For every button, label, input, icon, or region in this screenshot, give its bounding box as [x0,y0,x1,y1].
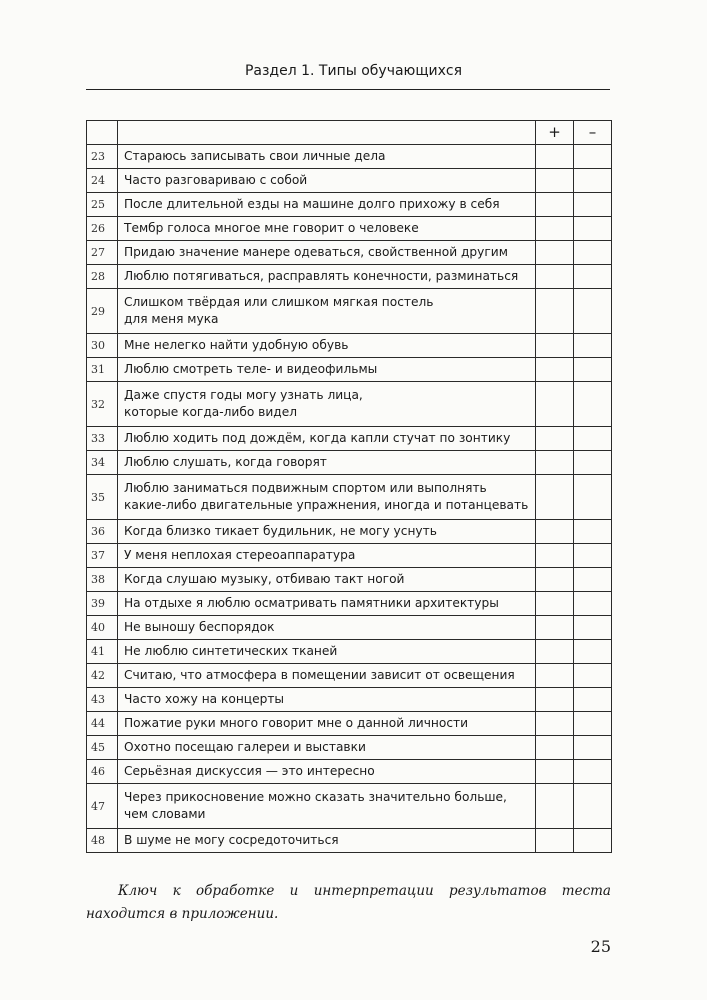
item-number: 29 [87,289,118,334]
item-number: 41 [87,640,118,664]
item-statement: Люблю ходить под дождём, когда капли стучат по зонтику [118,427,536,451]
answer-minus-cell[interactable] [574,829,612,853]
item-number: 35 [87,475,118,520]
answer-plus-cell[interactable] [536,760,574,784]
table-row [87,382,612,427]
answer-minus-cell[interactable] [574,592,612,616]
answer-plus-cell[interactable] [536,592,574,616]
item-number: 30 [87,334,118,358]
item-number: 32 [87,382,118,427]
answer-plus-cell[interactable] [536,829,574,853]
item-statement: Часто хожу на концерты [118,688,536,712]
answer-minus-cell[interactable] [574,217,612,241]
item-statement: Охотно посещаю галереи и выставки [118,736,536,760]
answer-minus-cell[interactable] [574,358,612,382]
table-row [87,544,612,568]
item-number: 27 [87,241,118,265]
item-statement: Тембр голоса многое мне говорит о человеке [118,217,536,241]
answer-plus-cell[interactable] [536,736,574,760]
item-number: 33 [87,427,118,451]
answer-minus-cell[interactable] [574,475,612,520]
table-row [87,760,612,784]
answer-minus-cell[interactable] [574,427,612,451]
item-statement: Через прикосновение можно сказать значительно больше, чем словами [118,784,536,829]
answer-plus-cell[interactable] [536,169,574,193]
answer-minus-cell[interactable] [574,289,612,334]
item-number: 45 [87,736,118,760]
table-row [87,568,612,592]
answer-plus-cell[interactable] [536,688,574,712]
table-row [87,145,612,169]
answer-minus-cell[interactable] [574,640,612,664]
answer-plus-cell[interactable] [536,784,574,829]
footnote: Ключ к обработке и интерпретации результатов теста находится в приложении. [86,883,611,922]
header-plus-cell: + [536,121,574,145]
table-row [87,829,612,853]
answer-minus-cell[interactable] [574,169,612,193]
item-number: 39 [87,592,118,616]
table-header-row [87,121,612,145]
item-statement: Люблю потягиваться, расправлять конечности, разминаться [118,265,536,289]
table-row [87,616,612,640]
item-number: 40 [87,616,118,640]
answer-plus-cell[interactable] [536,451,574,475]
item-statement: На отдыхе я люблю осматривать памятники архитектуры [118,592,536,616]
answer-minus-cell[interactable] [574,544,612,568]
item-statement: Мне нелегко найти удобную обувь [118,334,536,358]
answer-minus-cell[interactable] [574,520,612,544]
item-statement: Часто разговариваю с собой [118,169,536,193]
item-number: 37 [87,544,118,568]
table-row [87,520,612,544]
answer-minus-cell[interactable] [574,145,612,169]
answer-plus-cell[interactable] [536,334,574,358]
item-statement: Люблю заниматься подвижным спортом или выполнять какие-либо двигательные упражнения, иногда и потанцевать [118,475,536,520]
answer-minus-cell[interactable] [574,265,612,289]
answer-plus-cell[interactable] [536,544,574,568]
answer-plus-cell[interactable] [536,520,574,544]
questionnaire-table [86,120,612,853]
answer-plus-cell[interactable] [536,475,574,520]
answer-minus-cell[interactable] [574,784,612,829]
answer-minus-cell[interactable] [574,568,612,592]
table-row [87,289,612,334]
item-statement: В шуме не могу сосредоточиться [118,829,536,853]
item-statement: Стараюсь записывать свои личные дела [118,145,536,169]
answer-minus-cell[interactable] [574,193,612,217]
table-row [87,712,612,736]
table-row [87,688,612,712]
answer-plus-cell[interactable] [536,427,574,451]
table-row [87,193,612,217]
item-statement: Люблю смотреть теле- и видеофильмы [118,358,536,382]
item-statement: Не выношу беспорядок [118,616,536,640]
table-row [87,592,612,616]
table-row [87,358,612,382]
section-header: Раздел 1. Типы обучающихся [244,63,463,79]
answer-minus-cell[interactable] [574,688,612,712]
item-statement: Не люблю синтетических тканей [118,640,536,664]
item-number: 34 [87,451,118,475]
item-number: 36 [87,520,118,544]
table-row [87,265,612,289]
answer-plus-cell[interactable] [536,358,574,382]
table-row [87,640,612,664]
answer-plus-cell[interactable] [536,145,574,169]
item-number: 25 [87,193,118,217]
item-number: 28 [87,265,118,289]
item-statement: После длительной езды на машине долго прихожу в себя [118,193,536,217]
item-number: 43 [87,688,118,712]
table-row [87,475,612,520]
item-statement: Считаю, что атмосфера в помещении зависит от освещения [118,664,536,688]
answer-minus-cell[interactable] [574,712,612,736]
item-number: 38 [87,568,118,592]
header-minus-cell: – [574,121,612,145]
page-number: 25 [590,937,611,956]
answer-plus-cell[interactable] [536,664,574,688]
answer-minus-cell[interactable] [574,334,612,358]
table-row [87,241,612,265]
answer-plus-cell[interactable] [536,640,574,664]
item-number: 23 [87,145,118,169]
item-statement: Придаю значение манере одеваться, свойственной другим [118,241,536,265]
answer-plus-cell[interactable] [536,616,574,640]
table-row [87,169,612,193]
answer-minus-cell[interactable] [574,760,612,784]
answer-plus-cell[interactable] [536,289,574,334]
item-statement: Когда близко тикает будильник, не могу уснуть [118,520,536,544]
table-row [87,427,612,451]
item-statement: Пожатие руки много говорит мне о данной личности [118,712,536,736]
table-row [87,664,612,688]
header-statement-cell [118,121,536,145]
item-number: 42 [87,664,118,688]
header-divider [86,89,610,90]
answer-plus-cell[interactable] [536,193,574,217]
table-row [87,784,612,829]
answer-plus-cell[interactable] [536,241,574,265]
item-statement: Когда слушаю музыку, отбиваю такт ногой [118,568,536,592]
table-row [87,736,612,760]
answer-minus-cell[interactable] [574,382,612,427]
answer-plus-cell[interactable] [536,568,574,592]
item-number: 44 [87,712,118,736]
answer-minus-cell[interactable] [574,664,612,688]
item-number: 31 [87,358,118,382]
answer-minus-cell[interactable] [574,451,612,475]
answer-plus-cell[interactable] [536,217,574,241]
table-row [87,217,612,241]
header-num-cell [87,121,118,145]
item-number: 48 [87,829,118,853]
item-statement: Даже спустя годы могу узнать лица, которые когда-либо видел [118,382,536,427]
answer-minus-cell[interactable] [574,241,612,265]
table-row [87,451,612,475]
table-row [87,334,612,358]
answer-minus-cell[interactable] [574,616,612,640]
answer-plus-cell[interactable] [536,382,574,427]
item-statement: У меня неплохая стереоаппаратура [118,544,536,568]
item-statement: Люблю слушать, когда говорят [118,451,536,475]
item-number: 26 [87,217,118,241]
item-number: 46 [87,760,118,784]
answer-minus-cell[interactable] [574,736,612,760]
item-statement: Слишком твёрдая или слишком мягкая постель для меня мука [118,289,536,334]
answer-plus-cell[interactable] [536,712,574,736]
item-number: 24 [87,169,118,193]
item-statement: Серьёзная дискуссия — это интересно [118,760,536,784]
item-number: 47 [87,784,118,829]
answer-plus-cell[interactable] [536,265,574,289]
